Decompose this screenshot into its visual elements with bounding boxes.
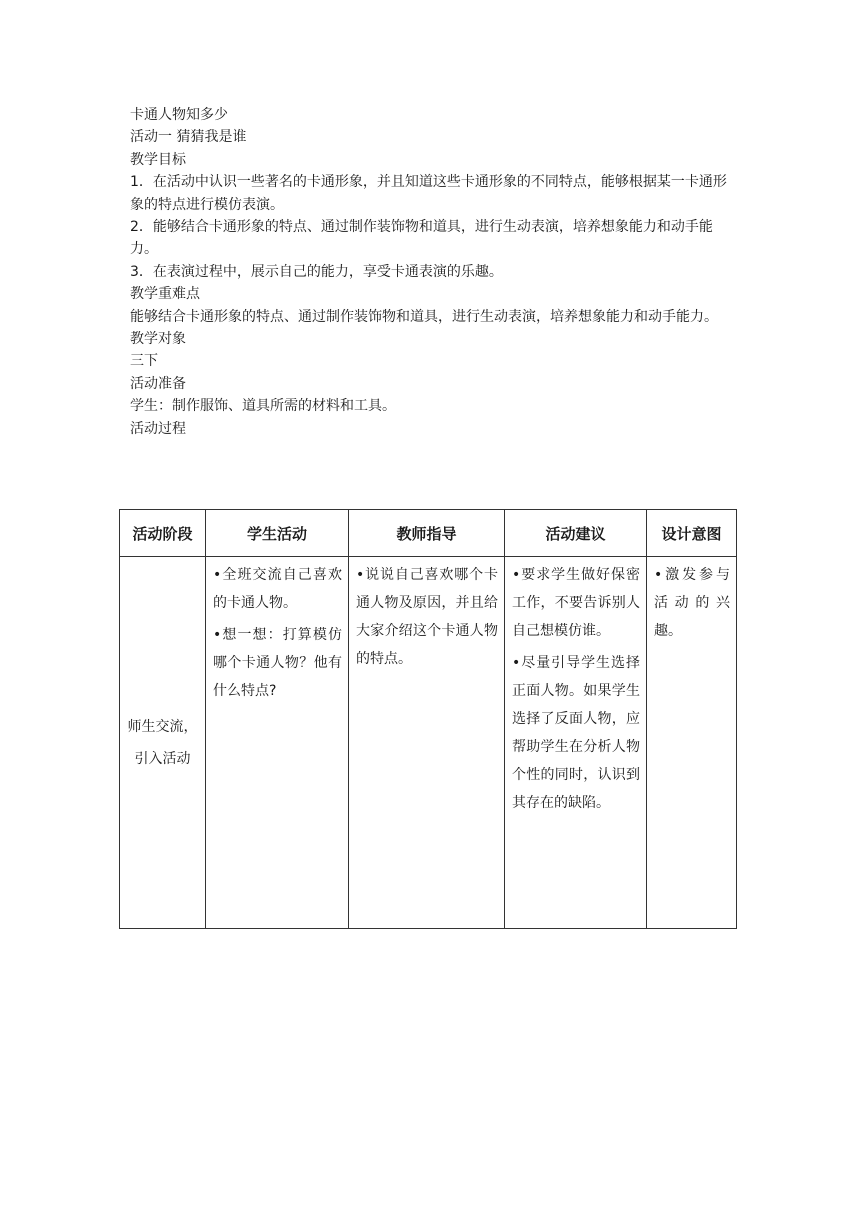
header-cell-stage: 活动阶段 bbox=[120, 510, 206, 557]
goal-item: 2．能够结合卡通形象的特点、通过制作装饰物和道具，进行生动表演，培养想象能力和动手能力。 bbox=[130, 219, 713, 258]
process-heading: 活动过程 bbox=[130, 420, 186, 437]
table-row bbox=[120, 557, 737, 929]
prep-heading: 活动准备 bbox=[130, 375, 186, 392]
key-points-text: 能够结合卡通形象的特点、通过制作装饰物和道具，进行生动表演，培养想象能力和动手能力。 bbox=[130, 308, 718, 325]
activity-name: 活动一 猜猜我是谁 bbox=[130, 129, 247, 146]
list-item: •想一想：打算模仿哪个卡通人物？他有什么特点? bbox=[213, 627, 342, 699]
goal-item: 1．在活动中认识一些著名的卡通形象，并且知道这些卡通形象的不同特点，能够根据某一卡通形象的特点进行模仿表演。 bbox=[130, 174, 727, 213]
document-title: 卡通人物知多少 bbox=[130, 107, 228, 123]
key-points-heading: 教学重难点 bbox=[130, 286, 200, 303]
header-cell-teacher-guidance: 教师指导 bbox=[349, 510, 505, 557]
list-item: •全班交流自己喜欢的卡通人物。 bbox=[213, 567, 342, 611]
table-header-row bbox=[120, 510, 737, 557]
list-item: •要求学生做好保密工作，不要告诉别人自己想模仿谁。 bbox=[512, 567, 640, 639]
student-activity-cell bbox=[206, 557, 349, 929]
stage-text: 引入活动 bbox=[134, 750, 191, 767]
header-cell-suggestion: 活动建议 bbox=[505, 510, 647, 557]
header-cell-student-activity: 学生活动 bbox=[206, 510, 349, 557]
list-item: •激发参与活动的兴趣。 bbox=[654, 567, 730, 639]
goals-heading: 教学目标 bbox=[130, 151, 186, 168]
list-item: •尽量引导学生选择正面人物。如果学生选择了反面人物，应帮助学生在分析人物个性的同时，认识到其存在的缺陷。 bbox=[512, 655, 640, 811]
design-intent-cell bbox=[647, 557, 737, 929]
activity-process-table bbox=[119, 509, 737, 929]
audience-text: 三下 bbox=[130, 353, 158, 370]
stage-cell bbox=[120, 557, 206, 929]
header-cell-design-intent: 设计意图 bbox=[647, 510, 737, 557]
stage-text: 师生交流， bbox=[127, 718, 198, 735]
document-body bbox=[130, 104, 736, 440]
prep-text: 学生：制作服饰、道具所需的材料和工具。 bbox=[130, 398, 396, 415]
teacher-guidance-cell bbox=[349, 557, 505, 929]
audience-heading: 教学对象 bbox=[130, 331, 186, 348]
goal-item: 3．在表演过程中，展示自己的能力，享受卡通表演的乐趣。 bbox=[130, 263, 503, 280]
list-item: •说说自己喜欢哪个卡通人物及原因，并且给大家介绍这个卡通人物的特点。 bbox=[356, 567, 498, 667]
suggestion-cell bbox=[505, 557, 647, 929]
